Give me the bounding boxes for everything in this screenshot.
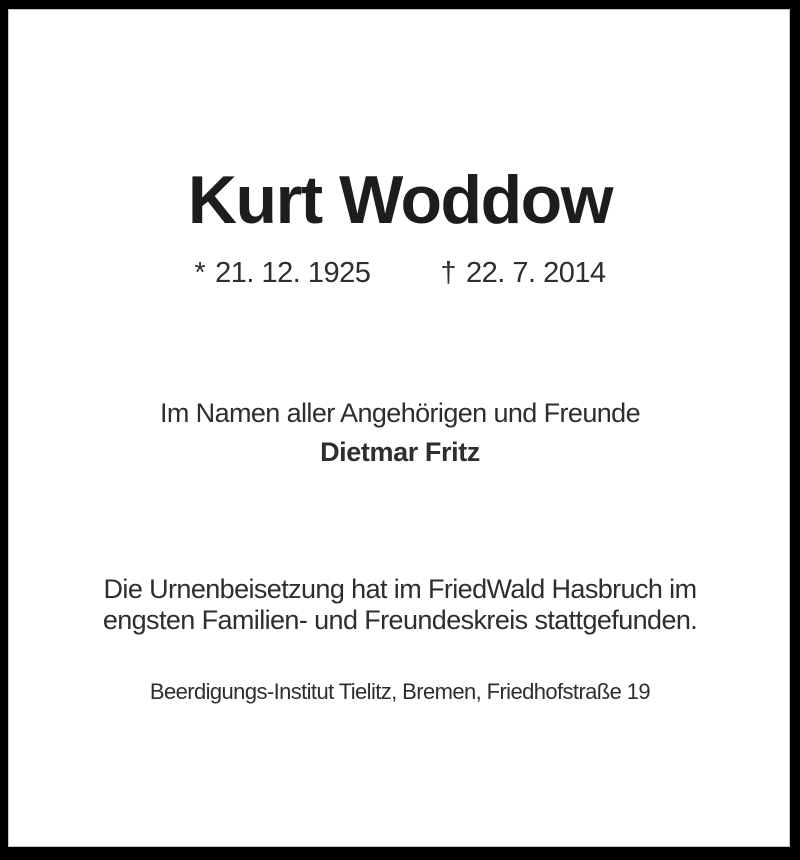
deceased-name: Kurt Woddow xyxy=(187,162,613,238)
death-date xyxy=(440,258,605,290)
birth-date xyxy=(194,258,370,290)
death-date-value: 22. 7. 2014 xyxy=(466,257,606,289)
funeral-home-line: Beerdigungs-Institut Tielitz, Bremen, Friedhofstraße 19 xyxy=(149,679,651,704)
burial-announcement xyxy=(0,574,800,636)
burial-announcement-line: engsten Familien- und Freundeskreis stattgefunden. xyxy=(102,605,698,635)
mourner-name: Dietmar Fritz xyxy=(320,437,480,467)
birth-date-value: 21. 12. 1925 xyxy=(215,257,371,289)
burial-announcement-line: Die Urnenbeisetzung hat im FriedWald Hasbruch im xyxy=(103,574,697,604)
death-cross-symbol: † xyxy=(440,257,457,289)
dedication-line: Im Namen aller Angehörigen und Freunde xyxy=(159,398,640,428)
life-dates xyxy=(0,258,800,290)
birth-star-symbol: * xyxy=(194,257,206,289)
